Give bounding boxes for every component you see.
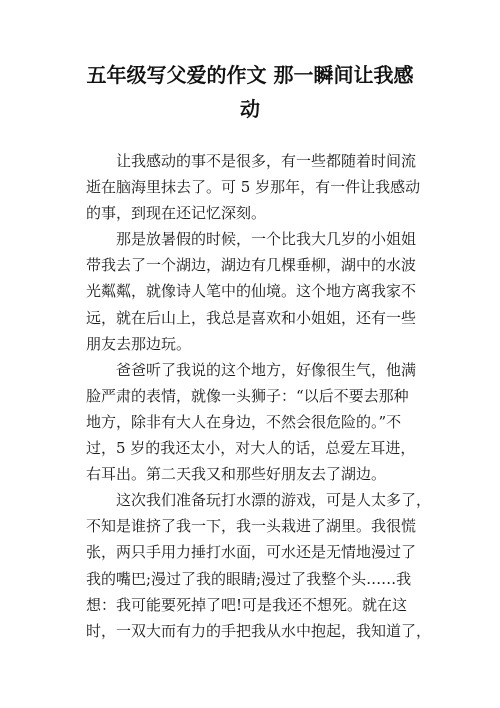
title-line: 五年级写父爱的作文 那一瞬间让我感 [86,63,414,87]
text-line: 我的嘴巴;漫过了我的眼睛;漫过了我整个头……我 [86,569,412,588]
text-line: 的事，到现在还记忆深刻。 [86,204,267,223]
text-line: 远，就在后山上，我总是喜欢和小姐姐，还有一些 [86,308,417,327]
text-line: 这次我们准备玩打水漂的游戏，可是人太多了， [116,491,432,510]
paragraph [86,357,426,487]
paragraph [86,226,426,356]
text-line: 不知是谁挤了我一下，我一头栽进了湖里。我很慌 [86,517,417,536]
document-body [86,148,432,644]
paragraph [86,148,426,226]
text-line: 带我去了一个湖边，湖边有几棵垂柳，湖中的水波 [86,256,417,275]
text-line: 地方，除非有大人在身边，不然会很危险的。”不 [86,412,402,431]
text-line: 右耳出。第二天我又和那些好朋友去了湖边。 [86,465,387,484]
title-line: 动 [240,97,260,121]
text-line: 想：我可能要死掉了吧!可是我还不想死。就在这 [86,595,408,614]
text-line: 让我感动的事不是很多，有一些都随着时间流 [116,152,417,170]
document-title [40,58,460,126]
text-line: 过，5 岁的我还太小，对大人的话，总爱左耳进， [86,439,416,458]
text-line: 时，一双大而有力的手把我从水中抱起，我知道了， [86,621,432,640]
text-line: 张，两只手用力捶打水面，可水还是无情地漫过了 [86,543,417,562]
paragraph [86,487,432,644]
text-line: 逝在脑海里抹去了。可 5 岁那年，有一件让我感动 [86,178,421,197]
text-line: 脸严肃的表情，就像一头狮子：“以后不要去那种 [86,386,409,405]
text-line: 光粼粼，就像诗人笔中的仙境。这个地方离我家不 [86,282,417,301]
text-line: 朋友去那边玩。 [86,334,192,353]
text-line: 那是放暑假的时候，一个比我大几岁的小姐姐 [116,230,417,249]
text-line: 爸爸听了我说的这个地方，好像很生气，他满 [116,360,417,379]
